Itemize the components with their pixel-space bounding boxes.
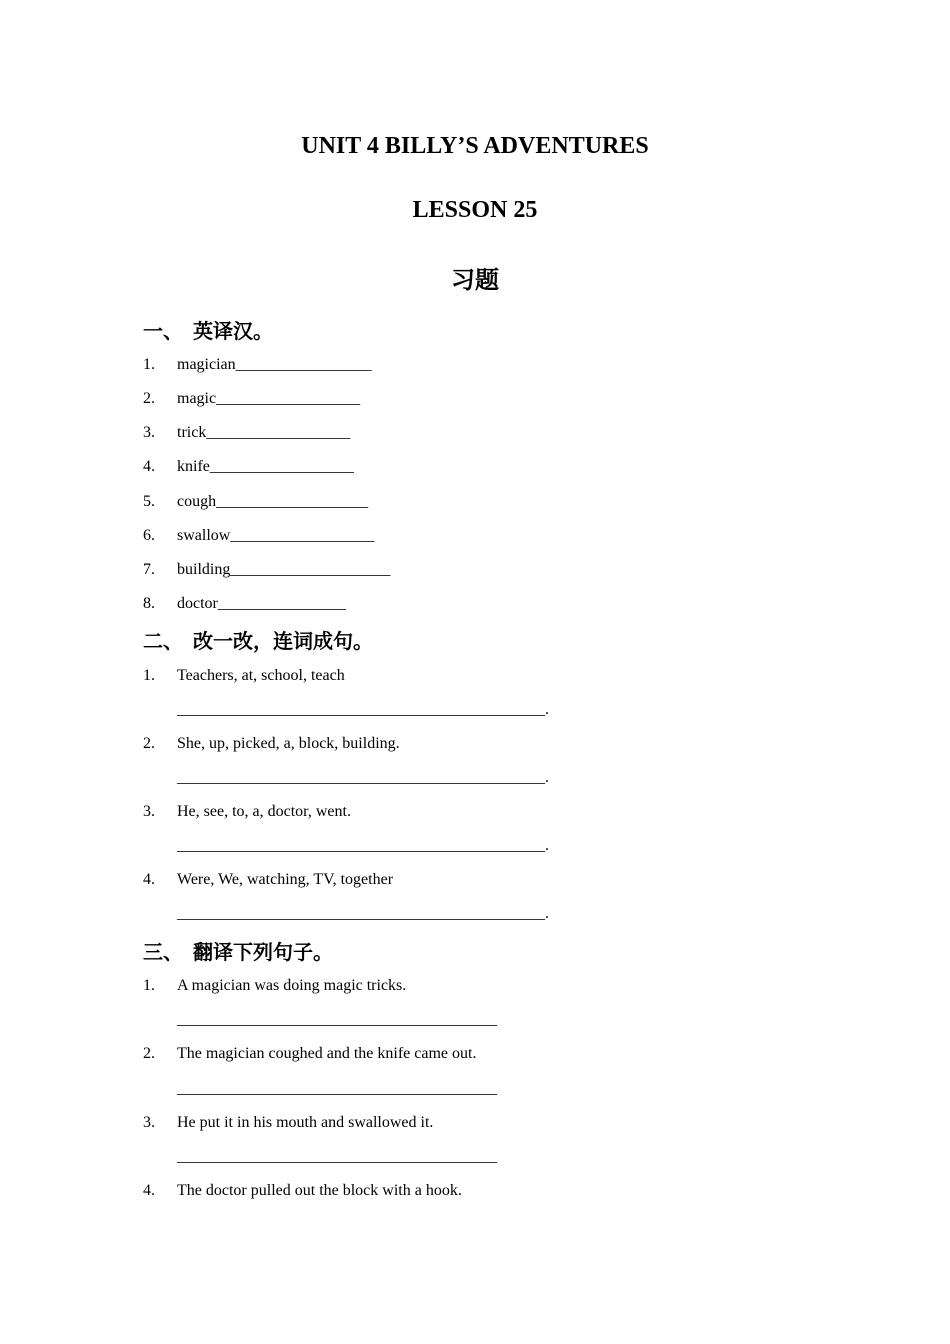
translate-item: [143, 977, 406, 995]
section-title: 改一改，连词成句。: [193, 629, 373, 653]
section-title: 英译汉。: [193, 319, 273, 343]
lesson-title: LESSON 25: [412, 197, 538, 223]
reorder-item: [143, 803, 351, 821]
translate-item: [143, 1045, 476, 1063]
section-heading-3: [143, 936, 333, 965]
item-number: 1.: [143, 977, 155, 994]
answer-line: ________________________________________: [177, 1148, 497, 1165]
vocab-word-blank: swallow__________________: [177, 527, 375, 544]
sentence-text: A magician was doing magic tricks.: [177, 977, 407, 994]
section-number: 一、: [143, 319, 183, 343]
vocab-word-blank: trick__________________: [177, 424, 351, 441]
section-heading-1: [143, 315, 273, 344]
scrambled-words: He, see, to, a, doctor, went.: [177, 803, 351, 820]
vocab-word-blank: knife__________________: [177, 458, 354, 475]
vocab-item: [143, 390, 360, 408]
exercise-title: 习题: [451, 266, 499, 294]
item-number: 4.: [143, 458, 155, 475]
reorder-item: [143, 667, 345, 685]
section-number: 二、: [143, 629, 183, 653]
vocab-word-blank: building____________________: [177, 561, 391, 578]
item-number: 6.: [143, 527, 155, 544]
vocab-item: [143, 527, 374, 545]
item-number: 1.: [143, 667, 155, 684]
scrambled-words: Were, We, watching, TV, together: [177, 871, 394, 888]
answer-line: ______________________________________________.: [177, 701, 549, 718]
vocab-word-blank: magic__________________: [177, 390, 361, 407]
answer-line: ________________________________________: [177, 1080, 497, 1097]
item-number: 8.: [143, 595, 155, 612]
vocab-item: [143, 458, 354, 476]
item-number: 7.: [143, 561, 155, 578]
item-number: 5.: [143, 493, 155, 510]
item-number: 3.: [143, 424, 155, 441]
answer-line: ______________________________________________.: [177, 905, 549, 922]
answer-line: ________________________________________: [177, 1011, 497, 1028]
section-title: 翻译下列句子。: [193, 940, 333, 964]
vocab-item: [143, 595, 346, 613]
reorder-item: [143, 735, 400, 753]
sentence-text: He put it in his mouth and swallowed it.: [177, 1114, 434, 1131]
item-number: 2.: [143, 1045, 155, 1062]
scrambled-words: Teachers, at, school, teach: [177, 667, 345, 684]
vocab-item: [143, 356, 372, 374]
item-number: 2.: [143, 735, 155, 752]
section-number: 三、: [143, 940, 183, 964]
item-number: 2.: [143, 390, 155, 407]
translate-item: [143, 1182, 462, 1200]
vocab-word-blank: magician_________________: [177, 356, 372, 373]
section-heading-2: [143, 625, 373, 654]
item-number: 4.: [143, 1182, 155, 1199]
sentence-text: The doctor pulled out the block with a hook.: [177, 1182, 462, 1199]
answer-line: ______________________________________________.: [177, 769, 549, 786]
translate-item: [143, 1114, 433, 1132]
item-number: 4.: [143, 871, 155, 888]
vocab-item: [143, 561, 390, 579]
scrambled-words: She, up, picked, a, block, building.: [177, 735, 400, 752]
item-number: 1.: [143, 356, 155, 373]
vocab-item: [143, 424, 350, 442]
vocab-word-blank: cough___________________: [177, 493, 369, 510]
unit-title: UNIT 4 BILLY’S ADVENTURES: [301, 133, 649, 159]
vocab-word-blank: doctor________________: [177, 595, 346, 612]
vocab-item: [143, 493, 368, 511]
item-number: 3.: [143, 803, 155, 820]
reorder-item: [143, 871, 393, 889]
sentence-text: The magician coughed and the knife came out.: [177, 1045, 477, 1062]
item-number: 3.: [143, 1114, 155, 1131]
answer-line: ______________________________________________.: [177, 837, 549, 854]
